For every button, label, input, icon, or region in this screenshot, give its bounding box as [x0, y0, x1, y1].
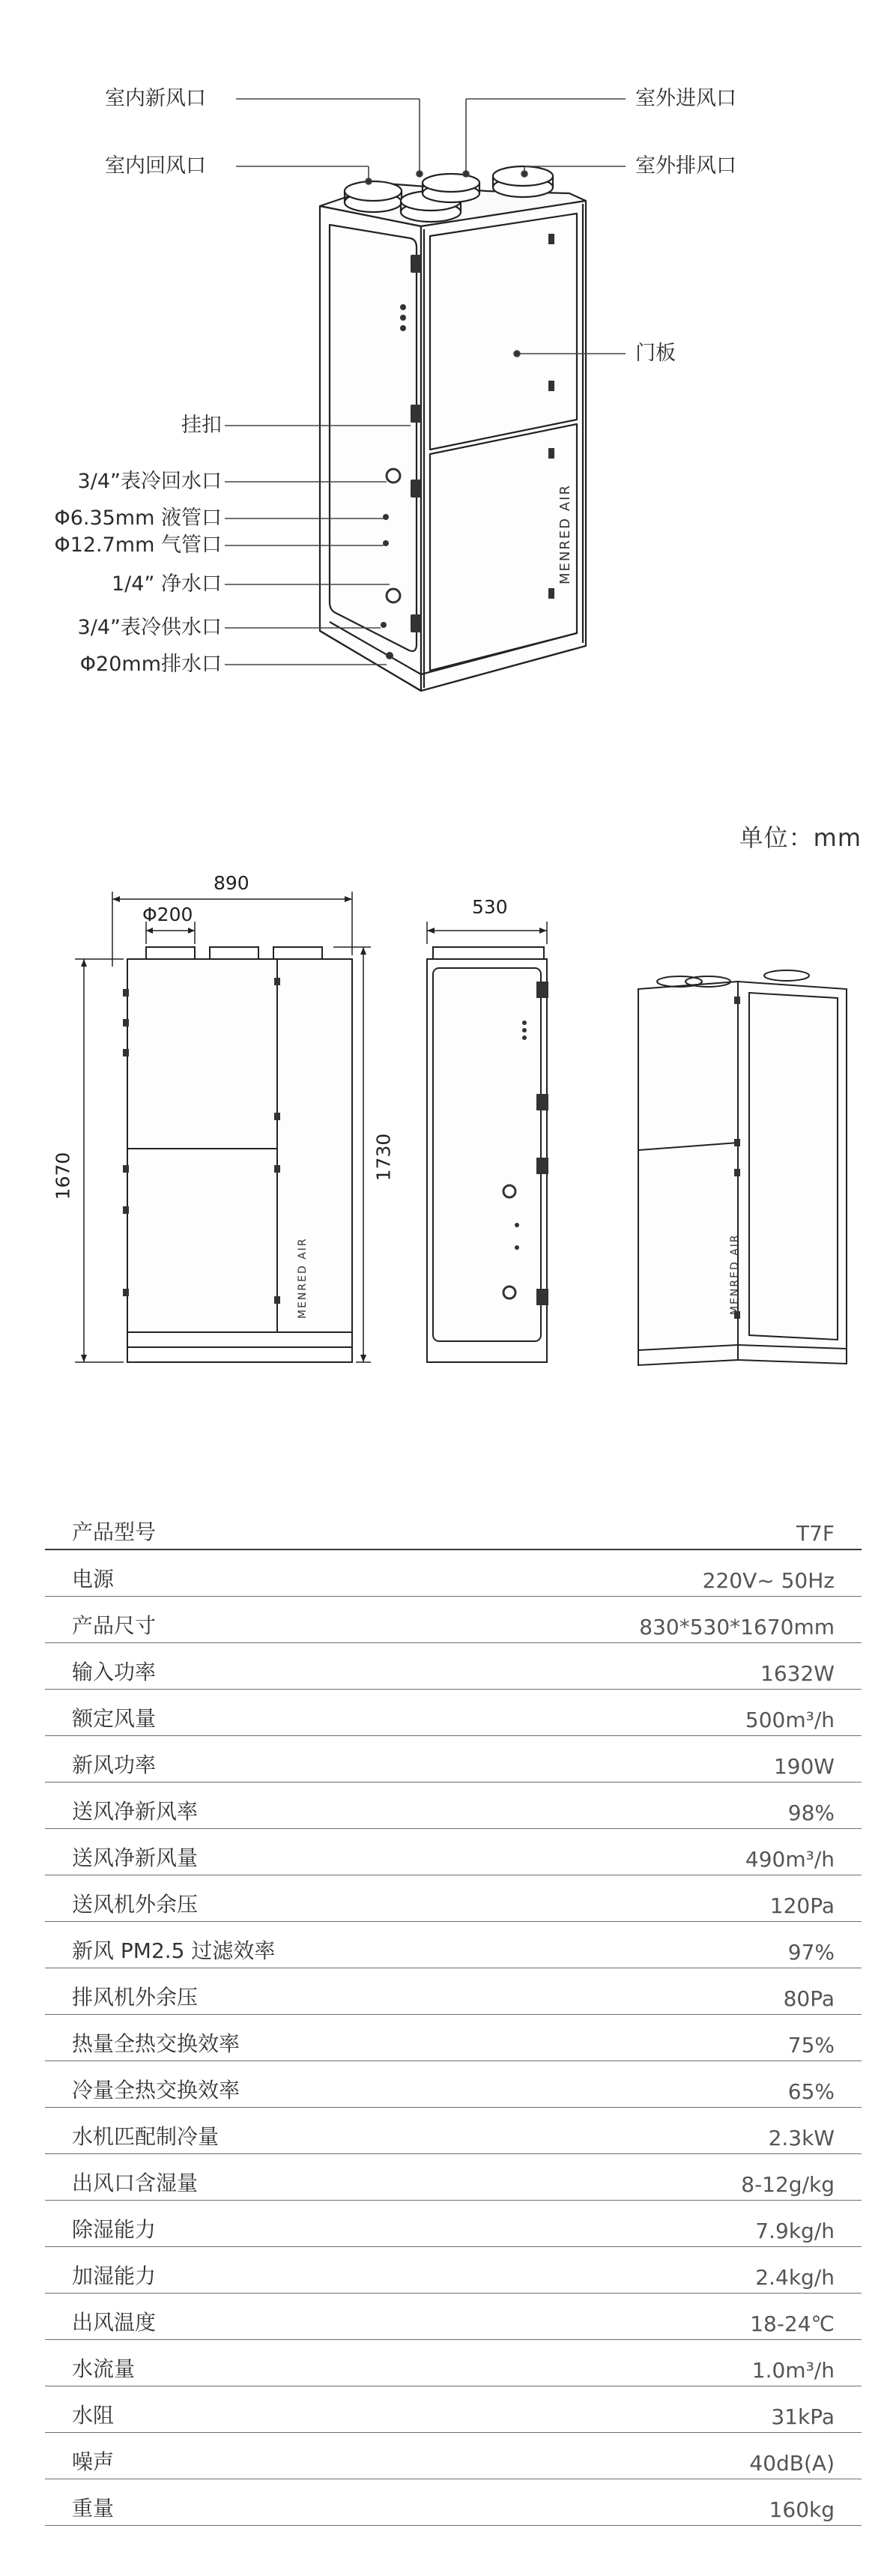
label-return-water: 3/4”表冷回水口: [77, 470, 222, 493]
spec-key: 加湿能力: [72, 2264, 157, 2288]
spec-row: [45, 2479, 862, 2526]
spec-key: 除湿能力: [72, 2217, 157, 2242]
svg-text:MENRED AIR: MENRED AIR: [729, 1233, 741, 1315]
spec-key: 送风机外余压: [72, 1892, 199, 1917]
label-liquid-pipe: Φ6.35mm 液管口: [54, 507, 222, 530]
label-indoor-fresh-air: 室内新风口: [105, 87, 206, 110]
spec-value: 75%: [787, 2033, 835, 2058]
spec-key: 出风口含湿量: [72, 2171, 199, 2195]
spec-row: [45, 1829, 862, 1875]
spec-key: 冷量全热交换效率: [72, 2078, 240, 2102]
spec-row: [45, 1783, 862, 1829]
spec-value: 18-24℃: [750, 2312, 835, 2336]
spec-key: 电源: [72, 1567, 115, 1591]
spec-row: [45, 2386, 862, 2433]
dimension-drawings: [0, 869, 896, 1394]
spec-row: [45, 2154, 862, 2201]
spec-value: 7.9kg/h: [755, 2219, 835, 2243]
spec-value: 190W: [773, 1754, 835, 1779]
spec-value: 1.0m³/h: [751, 2358, 835, 2383]
dim-width: 890: [214, 872, 249, 894]
spec-key: 新风 PM2.5 过滤效率: [72, 1938, 276, 1963]
spec-row: [45, 2247, 862, 2294]
spec-row: [45, 2294, 862, 2340]
unit-label: 单位：mm: [739, 823, 862, 852]
spec-value: 98%: [787, 1801, 835, 1825]
svg-text:MENRED AIR: MENRED AIR: [557, 484, 573, 584]
spec-value: 120Pa: [769, 1893, 835, 1918]
spec-key: 热量全热交换效率: [72, 2031, 240, 2056]
spec-row: [45, 2108, 862, 2154]
spec-row: [45, 1736, 862, 1783]
label-drain: Φ20mm排水口: [79, 653, 222, 676]
label-outdoor-inlet: 室外进风口: [635, 87, 736, 110]
label-outdoor-exhaust: 室外排风口: [635, 154, 736, 178]
spec-row: [45, 1875, 862, 1922]
spec-row: [45, 2201, 862, 2247]
spec-value: 8-12g/kg: [741, 2172, 835, 2197]
dim-total-height: 1730: [372, 1133, 395, 1182]
label-clean-water: 1/4” 净水口: [111, 572, 222, 596]
spec-key: 水流量: [72, 2356, 136, 2381]
spec-key: 排风机外余压: [72, 1985, 199, 2010]
spec-row: [45, 1597, 862, 1643]
spec-value: 830*530*1670mm: [639, 1615, 835, 1639]
spec-value: 97%: [787, 1940, 835, 1965]
spec-row: [45, 2061, 862, 2108]
dim-depth: 530: [472, 896, 508, 918]
spec-value: 65%: [787, 2079, 835, 2104]
spec-key: 额定风量: [72, 1706, 157, 1731]
spec-row: [45, 1968, 862, 2015]
spec-value: T7F: [796, 1521, 835, 1546]
spec-value: 490m³/h: [745, 1847, 835, 1872]
spec-value: 160kg: [769, 2497, 835, 2522]
spec-key: 噪声: [72, 2449, 115, 2474]
spec-key: 送风净新风量: [72, 1845, 199, 1870]
spec-key: 产品尺寸: [72, 1613, 157, 1638]
spec-key: 产品型号: [72, 1520, 157, 1544]
spec-key: 新风功率: [72, 1753, 157, 1777]
spec-row: [45, 1643, 862, 1690]
spec-value: 40dB(A): [749, 2451, 835, 2476]
spec-key: 送风净新风率: [72, 1799, 199, 1824]
spec-key: 出风温度: [72, 2310, 157, 2335]
spec-row: [45, 2015, 862, 2061]
svg-text:MENRED AIR: MENRED AIR: [297, 1237, 309, 1319]
dim-body-height: 1670: [52, 1152, 74, 1200]
spec-row: [45, 1503, 862, 1550]
label-supply-water: 3/4”表冷供水口: [77, 616, 222, 639]
spec-row: [45, 2340, 862, 2386]
spec-row: [45, 1690, 862, 1736]
label-door-panel: 门板: [635, 342, 676, 365]
spec-table: [45, 1503, 862, 2526]
spec-value: 2.3kW: [768, 2126, 835, 2150]
dim-duct-diameter: Φ200: [142, 904, 193, 925]
label-gas-pipe: Φ12.7mm 气管口: [54, 533, 222, 557]
spec-value: 31kPa: [771, 2404, 835, 2429]
label-indoor-return-air: 室内回风口: [105, 154, 206, 178]
spec-key: 重量: [72, 2496, 115, 2521]
spec-row: [45, 2433, 862, 2479]
spec-value: 80Pa: [783, 1986, 835, 2011]
spec-key: 水阻: [72, 2403, 115, 2428]
spec-key: 水机匹配制冷量: [72, 2124, 220, 2149]
spec-value: 220V~ 50Hz: [702, 1568, 835, 1593]
label-hook: 挂扣: [181, 414, 222, 437]
spec-value: 1632W: [760, 1661, 835, 1686]
spec-value: 500m³/h: [745, 1708, 835, 1732]
spec-row: [45, 1550, 862, 1597]
spec-value: 2.4kg/h: [755, 2265, 835, 2290]
spec-key: 输入功率: [72, 1660, 157, 1684]
spec-row: [45, 1922, 862, 1968]
